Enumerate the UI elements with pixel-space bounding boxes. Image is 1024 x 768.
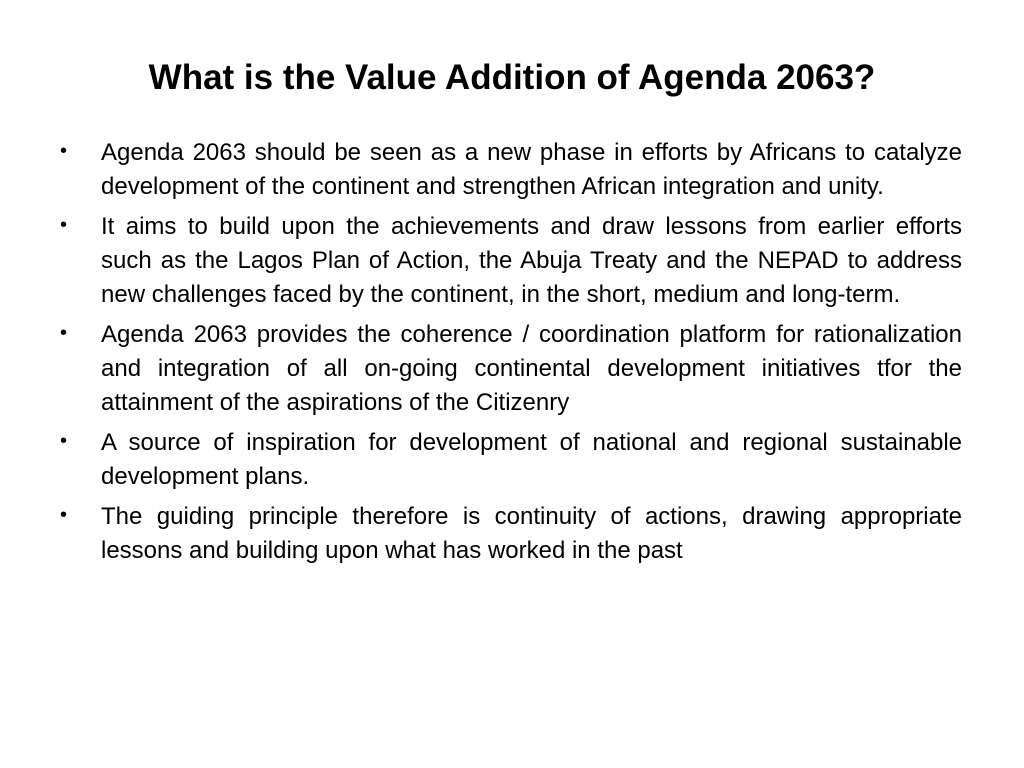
bullet-text: A source of inspiration for development of national and regional sustainable development plans. (101, 429, 962, 490)
bullet-item (60, 426, 962, 494)
bullet-item (60, 318, 962, 420)
bullet-text: The guiding principle therefore is continuity of actions, drawing appropriate lessons and building upon what has worked in the past (101, 503, 962, 564)
bullet-item (60, 210, 962, 312)
bullet-list (60, 136, 962, 574)
bullet-marker: • (60, 322, 68, 344)
bullet-item (60, 136, 962, 204)
bullet-text: Agenda 2063 should be seen as a new phase in efforts by Africans to catalyze development of the continent and strengthen African integration and unity. (101, 139, 962, 200)
bullet-marker: • (60, 140, 68, 162)
bullet-text: It aims to build upon the achievements and draw lessons from earlier efforts such as the Lagos Plan of Action, the Abuja Treaty and the NEPAD to address new challenges faced by the continent, in the short, medium and long-term. (101, 213, 962, 308)
bullet-marker: • (60, 430, 68, 452)
bullet-text: Agenda 2063 provides the coherence / coordination platform for rationalization and integration of all on-going continental development initiatives tfor the attainment of the aspirations of the Citizenry (101, 321, 962, 416)
slide-title: What is the Value Addition of Agenda 2063? (148, 58, 876, 97)
bullet-marker: • (60, 504, 68, 526)
bullet-item (60, 500, 962, 568)
bullet-marker: • (60, 214, 68, 236)
